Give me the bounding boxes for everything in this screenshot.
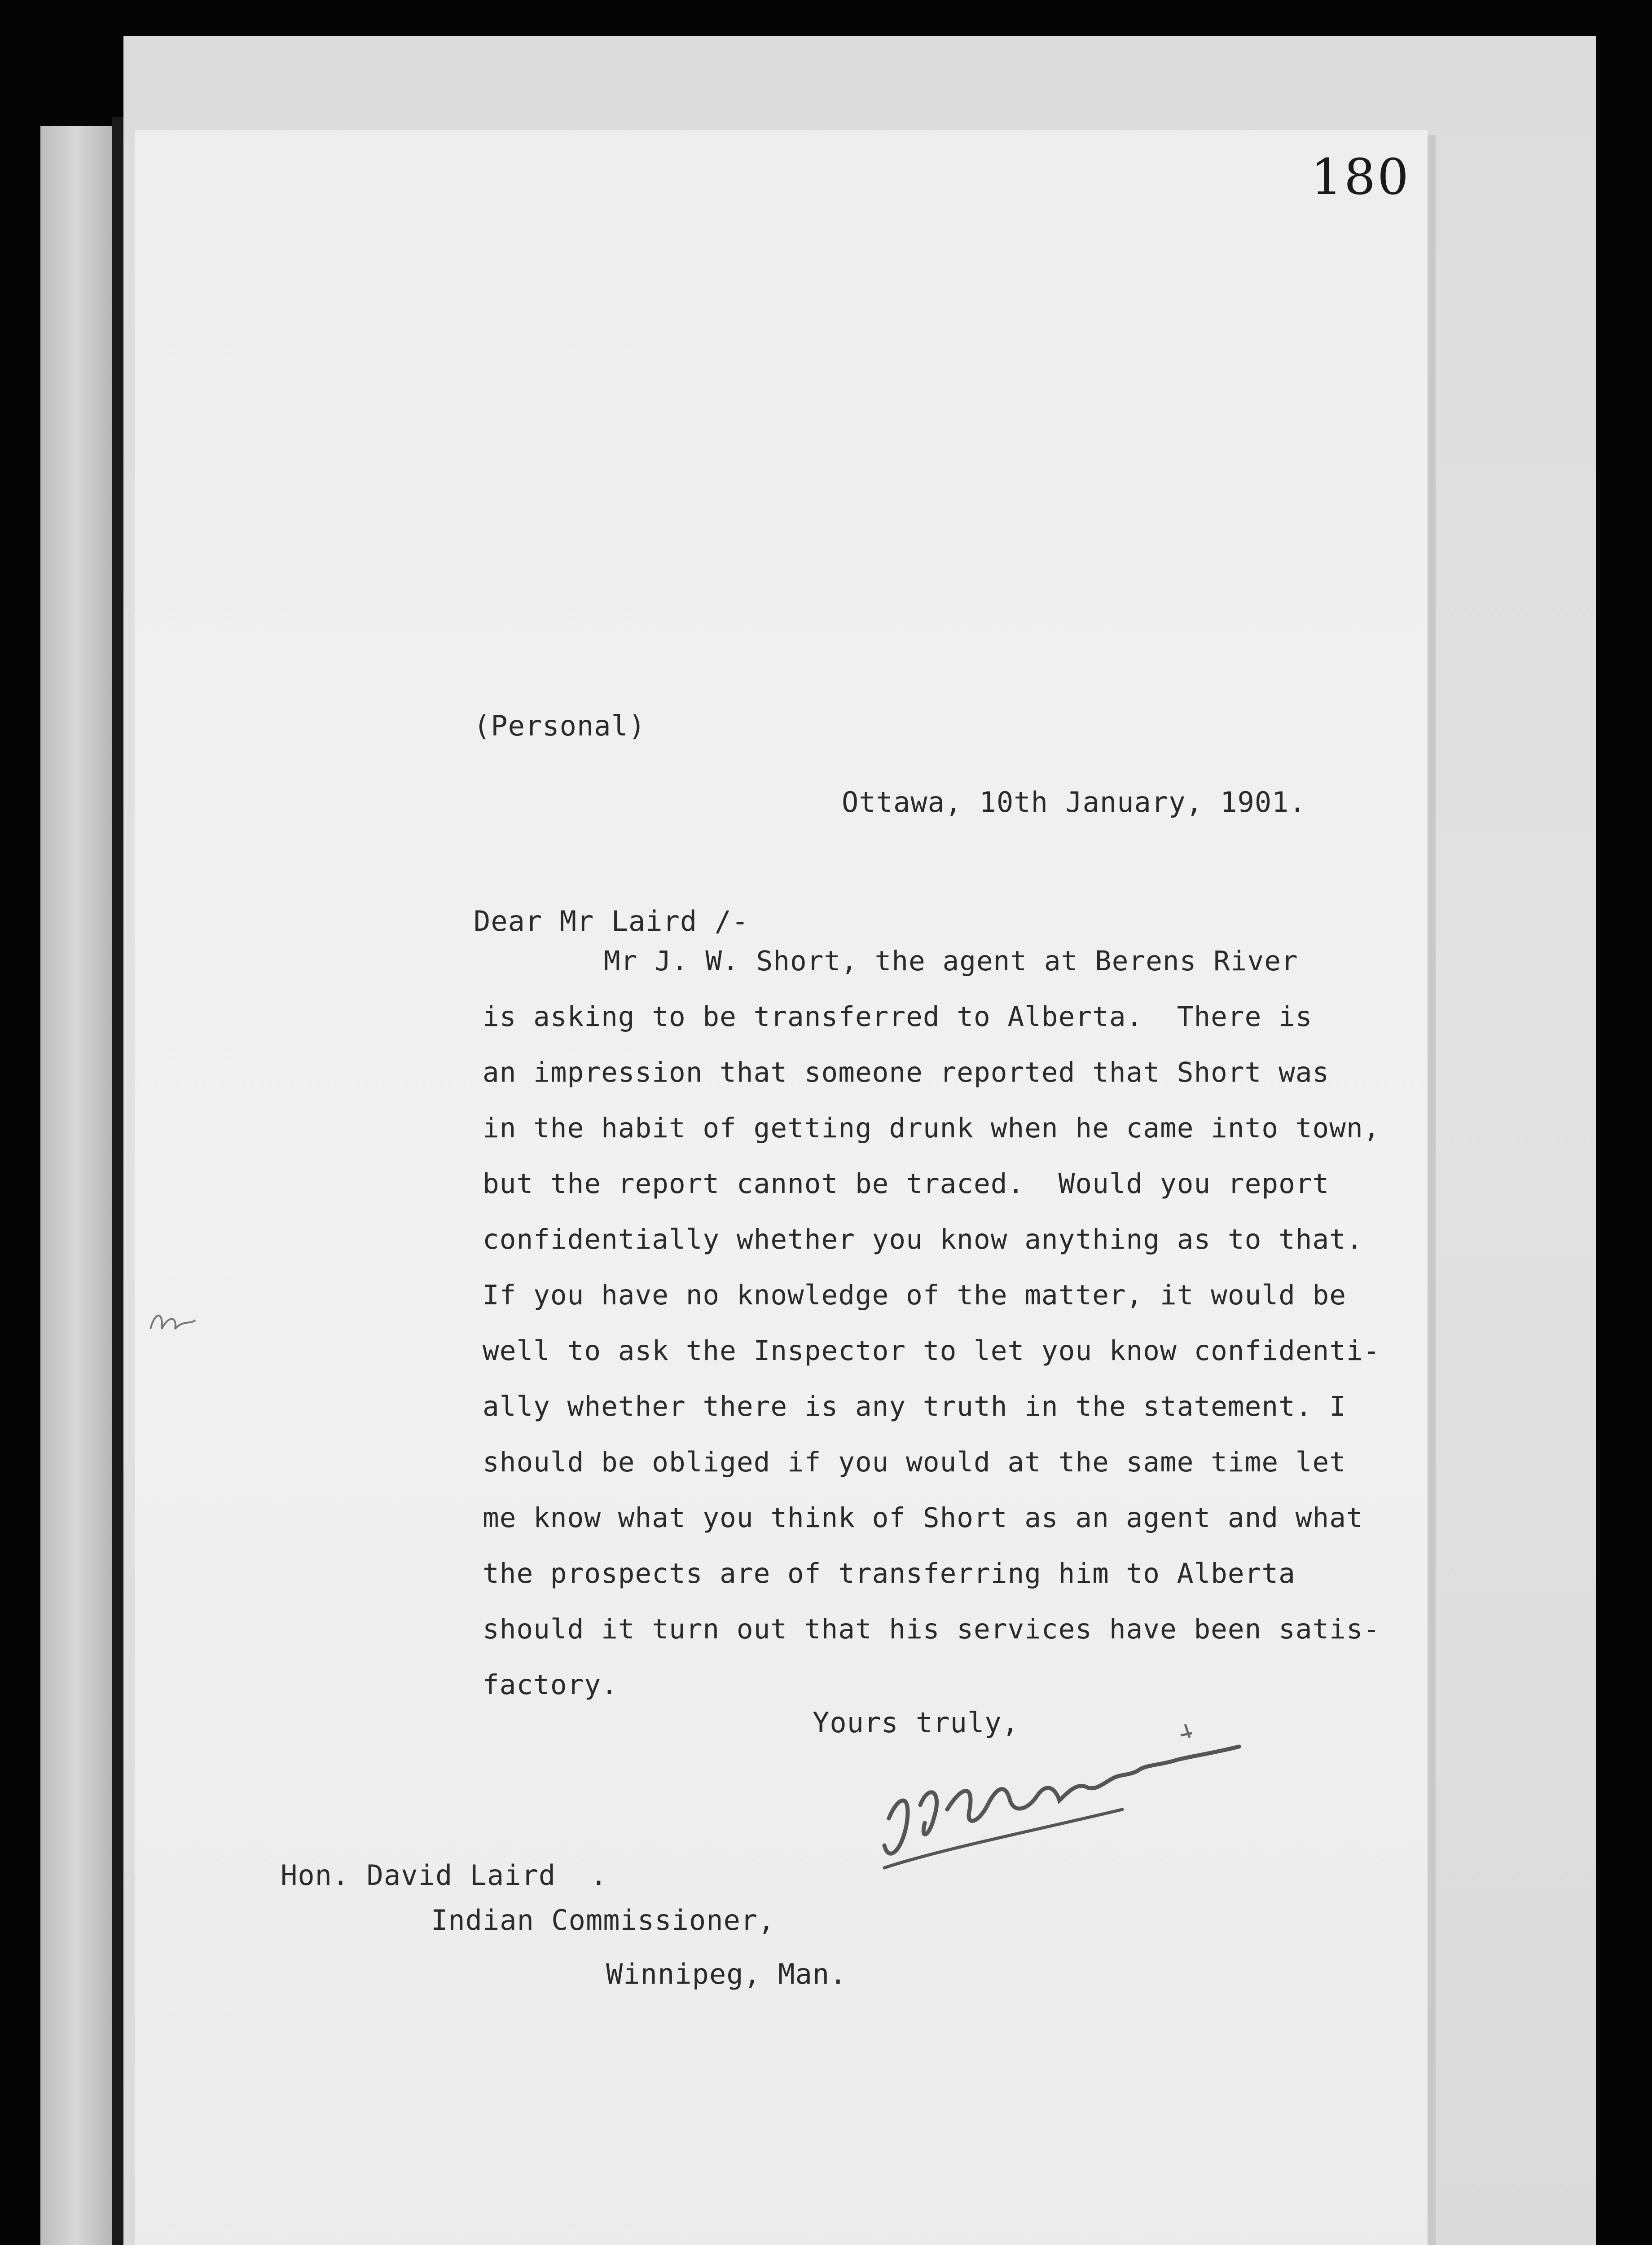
body-line: but the report cannot be traced. Would you report xyxy=(483,1168,1330,1200)
body-line: an impression that someone reported that Short was xyxy=(483,1056,1330,1088)
salutation: Dear Mr Laird /- xyxy=(474,905,749,938)
body-line: If you have no knowledge of the matter, it would be xyxy=(483,1279,1346,1311)
personal-note: (Personal) xyxy=(474,709,646,742)
recipient-title: Indian Commissioner, xyxy=(431,1904,775,1937)
body-line: well to ask the Inspector to let you know confidenti- xyxy=(483,1335,1380,1367)
body-line: ally whether there is any truth in the statement. I xyxy=(483,1391,1346,1422)
body-line: Mr J. W. Short, the agent at Berens River xyxy=(604,945,1298,977)
body-line: the prospects are of transferring him to Alberta xyxy=(483,1558,1296,1589)
recipient-city: Winnipeg, Man. xyxy=(606,1958,847,1990)
closing: Yours truly, xyxy=(813,1706,1019,1739)
body-line: should be obliged if you would at the same time let xyxy=(483,1446,1346,1478)
letter-body xyxy=(483,945,1380,1725)
handwritten-signature xyxy=(871,1715,1275,1904)
body-line: factory. xyxy=(483,1669,618,1701)
body-line: me know what you think of Short as an agent and what xyxy=(483,1502,1363,1534)
dateline: Ottawa, 10th January, 1901. xyxy=(842,786,1306,819)
body-line: in the habit of getting drunk when he came into town, xyxy=(483,1112,1380,1144)
margin-pencil-mark xyxy=(146,1302,200,1343)
body-line: is asking to be transferred to Alberta. There is xyxy=(483,1001,1313,1033)
body-line: should it turn out that his services have been satis- xyxy=(483,1613,1380,1645)
body-line: confidentially whether you know anything as to that. xyxy=(483,1224,1363,1255)
film-edge-strip xyxy=(40,126,112,2245)
recipient-name: Hon. David Laird . xyxy=(281,1859,608,1892)
page-number: 180 xyxy=(1311,148,1410,206)
film-edge-shadow xyxy=(112,117,123,2245)
